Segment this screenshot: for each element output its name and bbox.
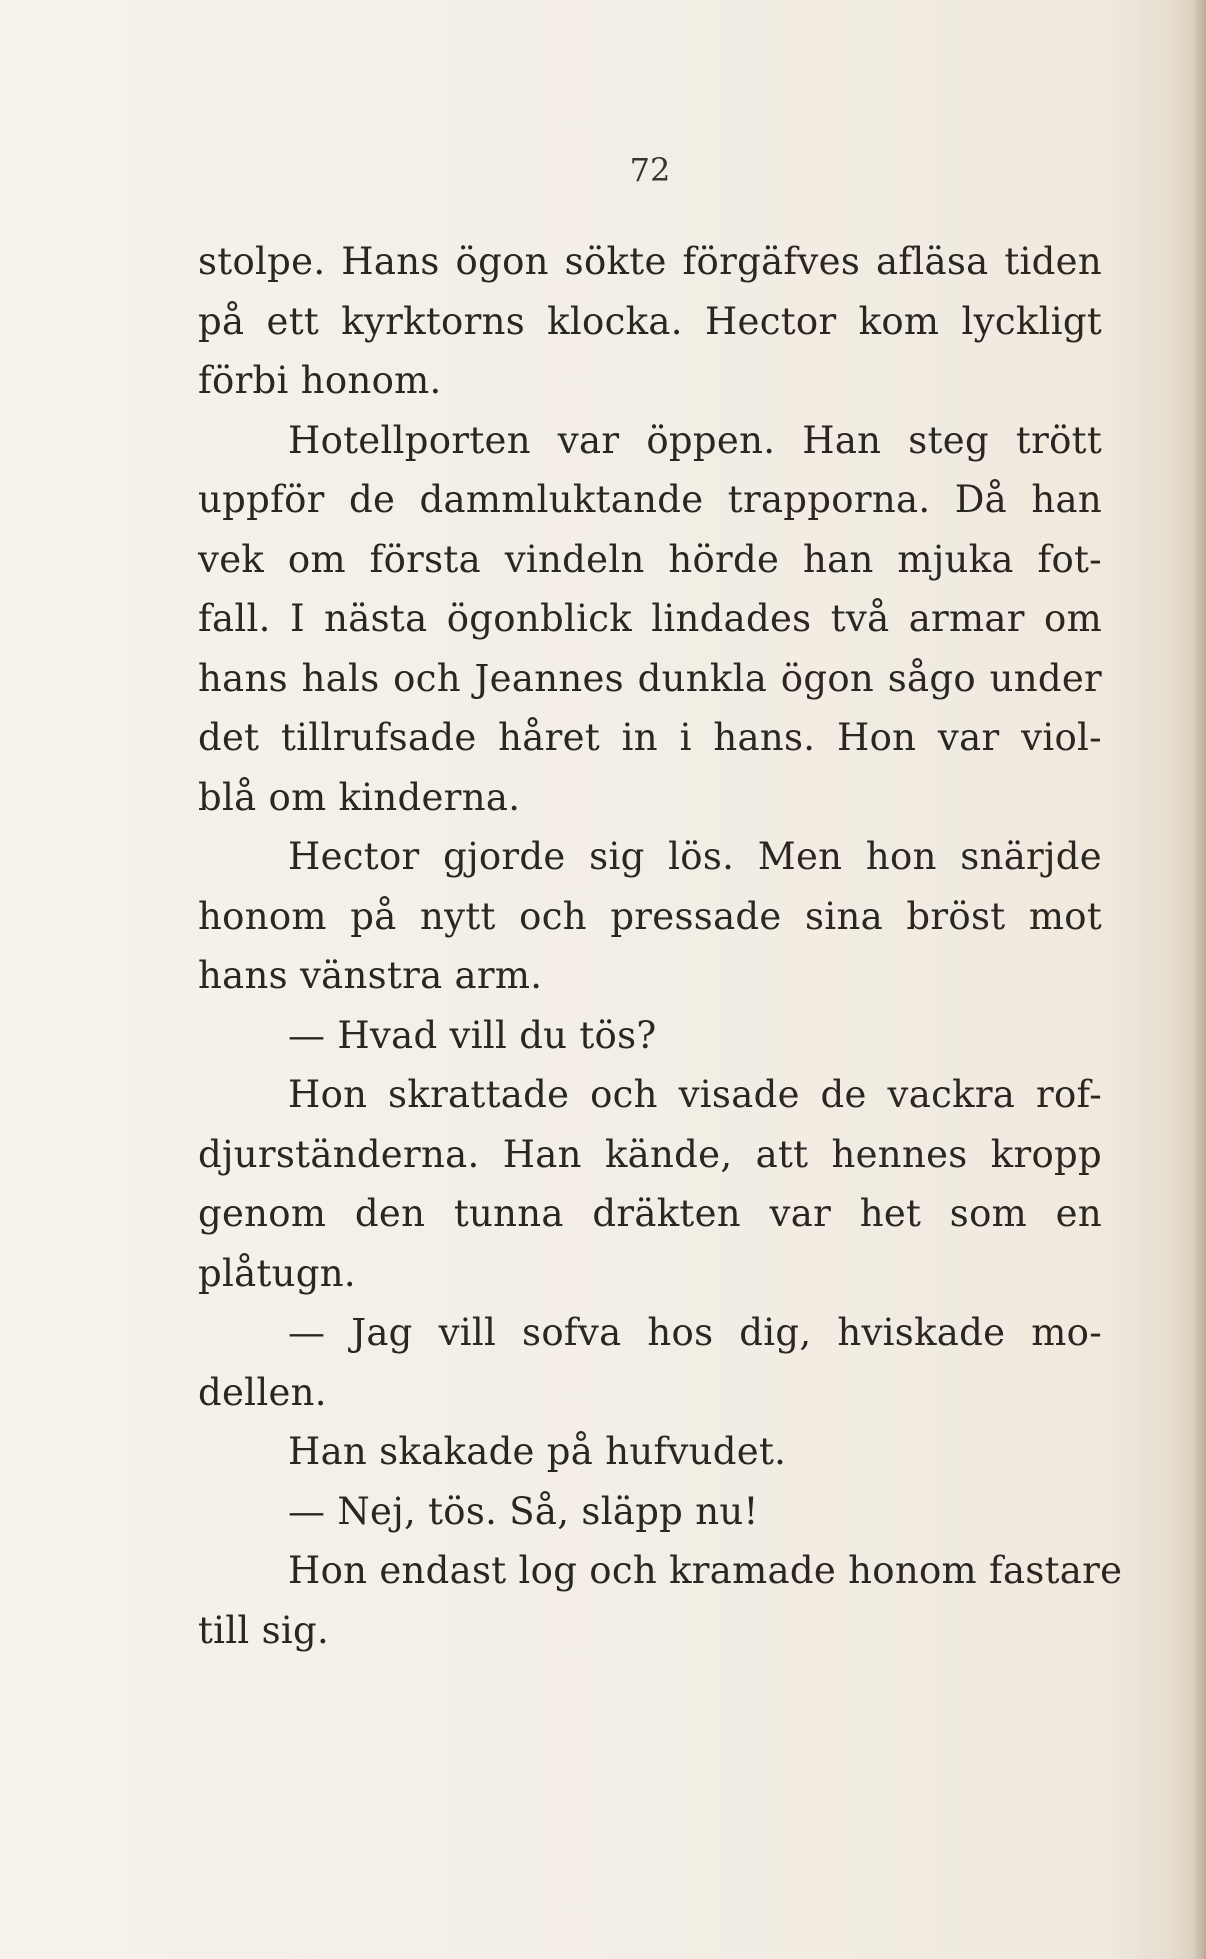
- text-line: uppför de dammluktande trapporna. Då han: [198, 478, 1102, 521]
- text-line: genom den tunna dräkten var het som en: [198, 1192, 1102, 1235]
- text-line: Hector gjorde sig lös. Men hon snärjde: [288, 835, 1102, 878]
- text-line: honom på nytt och pressade sina bröst mot: [198, 894, 1102, 938]
- text-line: Han skakade på hufvudet.: [288, 1430, 787, 1473]
- text-line: dellen.: [198, 1370, 327, 1414]
- text-line: fall. I nästa ögonblick lindades två armar om: [198, 597, 1102, 640]
- text-line: — Hvad vill du tös?: [288, 1013, 657, 1057]
- text-line: — Jag vill sofva hos dig, hviskade mo-: [288, 1311, 1102, 1354]
- text-line: till sig.: [198, 1608, 330, 1652]
- body-text: [198, 232, 1123, 1660]
- text-line: hans vänstra arm.: [198, 954, 543, 997]
- text-line: Hon skrattade och visade de vackra rof-: [288, 1073, 1102, 1116]
- page-number: 72: [629, 151, 671, 189]
- text-line: Hotellporten var öppen. Han steg trött: [288, 418, 1102, 462]
- text-line: vek om första vindeln hörde han mjuka fot-: [198, 537, 1102, 581]
- page-gutter-shadow: [1192, 0, 1206, 1959]
- text-line: förbi honom.: [198, 359, 442, 402]
- text-line: plåtugn.: [198, 1251, 356, 1295]
- text-line: Hon endast log och kramade honom fastare: [288, 1549, 1123, 1592]
- text-line: djurständerna. Han kände, att hennes kropp: [198, 1132, 1102, 1176]
- text-line: stolpe. Hans ögon sökte förgäfves afläsa tiden: [198, 240, 1102, 283]
- text-line: på ett kyrktorns klocka. Hector kom lyckligt: [198, 299, 1102, 343]
- text-line: blå om kinderna.: [198, 775, 521, 819]
- text-line: det tillrufsade håret in i hans. Hon var viol-: [198, 716, 1102, 759]
- text-line: hans hals och Jeannes dunkla ögon sågo under: [198, 656, 1102, 700]
- text-line: — Nej, tös. Så, släpp nu!: [288, 1489, 759, 1533]
